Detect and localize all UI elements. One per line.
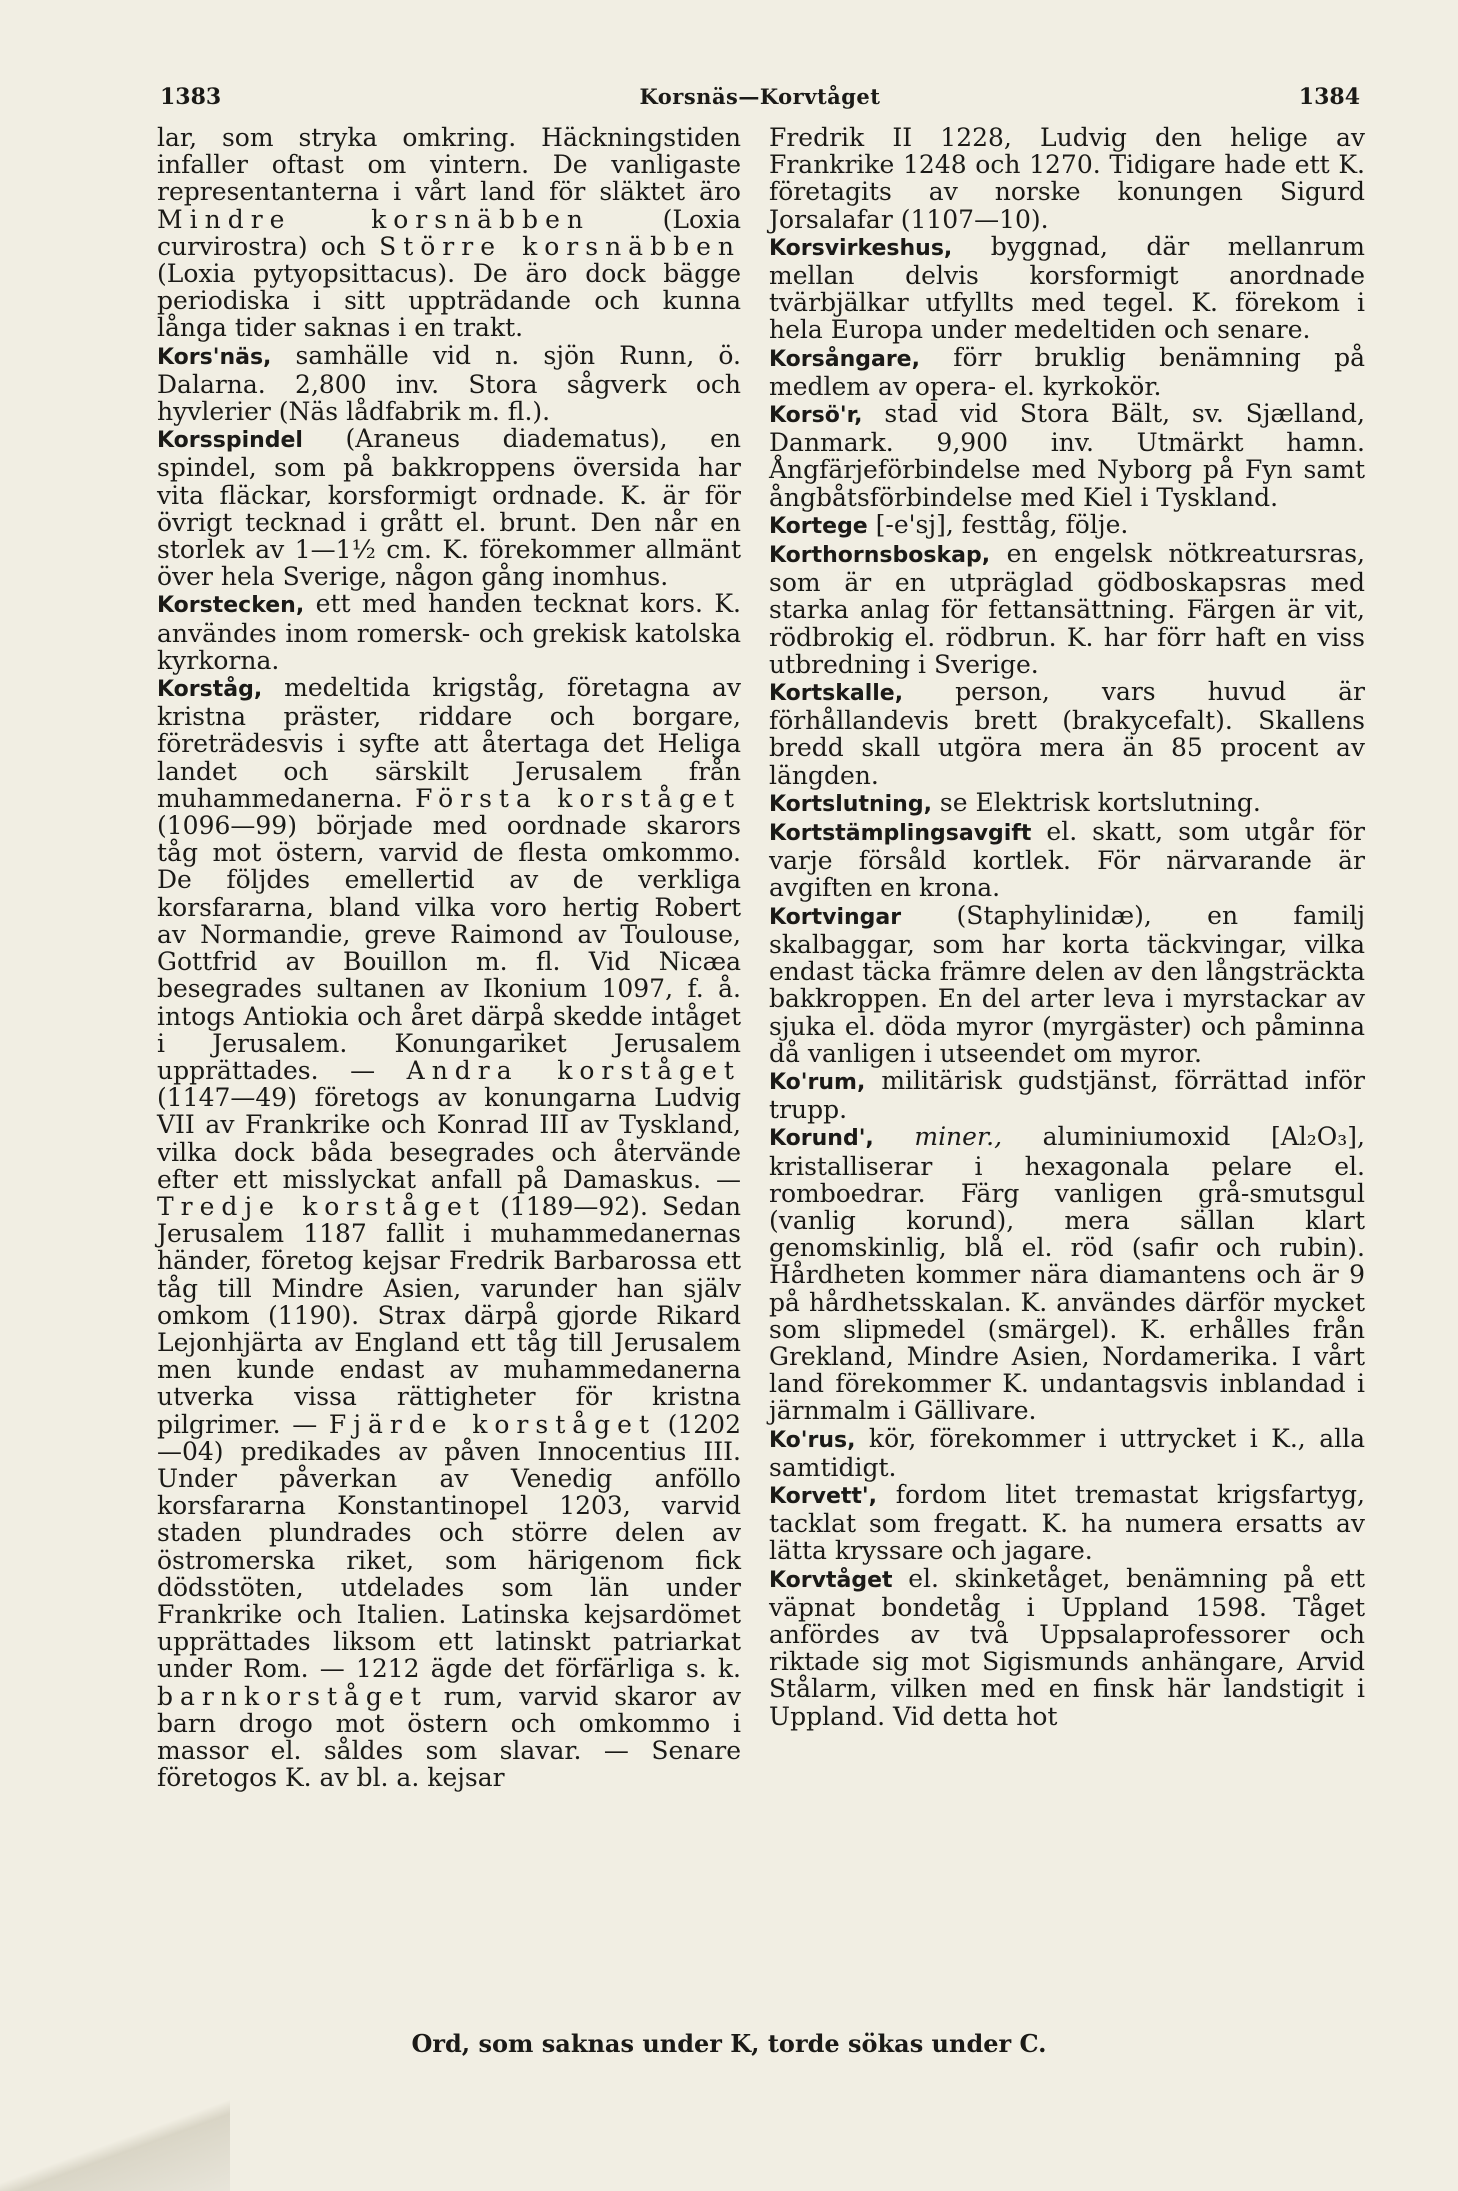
entry-text: (1147—49) företogs av konungarna Ludvig VII av Frankrike och Konrad III av Tyskland, vilka dock båda besegrades och återvände efter ett misslyckat anfall på Damaskus. —: [157, 1083, 741, 1194]
entry-text: militärisk gudstjänst, förrättad inför trupp.: [769, 1065, 1365, 1125]
entry-headword: Kortvingar: [769, 904, 902, 930]
entry-headword: Korsångare,: [769, 346, 920, 372]
dictionary-entry: [769, 1481, 1365, 1565]
entry-headword: Korthornsboskap,: [769, 543, 991, 569]
spaced-emphasis: Andra korståget: [406, 1055, 741, 1085]
entry-text: byggnad, där mellanrum mellan delvis korsformigt anordnade tvärbjälkar utfyllts med tegel. K. förekom i hela Europa under medeltiden och senare.: [769, 231, 1365, 345]
entry-headword: Korvtåget: [769, 1567, 893, 1593]
entry-text: Fredrik II 1228, Ludvig den helige av Frankrike 1248 och 1270. Tidigare hade ett K. företagits av norske konungen Sigurd Jorsalafar (1107—10).: [769, 123, 1365, 234]
entry-text: el. skinketåget, benämning på ett väpnat bondetåg i Uppland 1598. Tåget anfördes av två Uppsalaprofessorer och riktade sig mot Sigismunds anhängare, Arvid Stålarm, vilken med en finsk här landstigit i Uppland. Vid detta hot: [769, 1563, 1365, 1731]
entry-text: se Elektrisk kortslutning.: [931, 787, 1261, 817]
entry-headword: Korsö'r,: [769, 403, 863, 429]
dictionary-entry: [157, 674, 741, 1791]
dictionary-entry: [769, 1425, 1365, 1481]
running-title: Korsnäs—Korvtåget: [639, 84, 881, 109]
entry-text: (1189—92). Sedan Jerusalem 1187 fallit i muhammedanernas händer, företog kejsar Fredrik Barbarossa ett tåg till Mindre Asien, varunder han själv omkom (1190). Strax därpå gjorde Rikard Lejonhjärta av England ett tåg till Jerusalem men kunde endast av muhammedanerna utverka vissa rättigheter för kristna pilgrimer. —: [157, 1191, 741, 1439]
entry-text: aluminiumoxid [Al₂O₃], kristalliserar i hexagonala pelare el. romboedrar. Färg vanligen grå-smutsgul (vanlig korund), mera sällan klart genomskinlig, blå el. röd (safir och rubin). Hårdheten kommer nära diamantens och är 9 på hårdhetsskalan. K. användes därför mycket som slipmedel (smärgel). K. erhålles från Grekland, Mindre Asien, Nordamerika. I vårt land förekommer K. undantagsvis inblandad i järnmalm i Gällivare.: [769, 1122, 1365, 1426]
dictionary-entry: [769, 789, 1365, 818]
entry-text: el. skatt, som utgår för varje försåld kortlek. För närvarande är avgiften en krona.: [769, 817, 1365, 903]
spaced-emphasis: Större korsnäbben: [379, 231, 741, 261]
entry-headword: Korsspindel: [157, 428, 303, 454]
dictionary-entry: [769, 511, 1365, 540]
entry-headword: Ko'rus,: [769, 1427, 856, 1453]
dictionary-entry: [769, 540, 1365, 678]
entry-text: medeltida krigståg, företagna av kristna präster, riddare och borgare, företrädesvis i syfte att återtaga det Heliga landet och särskilt Jerusalem från muhammedanerna.: [157, 673, 741, 813]
spaced-emphasis: Första korståget: [415, 783, 741, 813]
left-column: [157, 124, 741, 1791]
spaced-emphasis: Fjärde korståget: [328, 1409, 656, 1439]
dictionary-entry: [769, 1067, 1365, 1123]
entry-headword: Kortstämplingsavgift: [769, 821, 1032, 847]
entry-text: förr bruklig benämning på medlem av opera- el. kyrkokör.: [769, 342, 1365, 401]
italic-abbreviation: miner.,: [914, 1122, 1003, 1152]
right-page-number: 1384: [1298, 84, 1360, 110]
entry-headword: Kors'näs,: [157, 344, 272, 370]
dictionary-entry: [769, 1123, 1365, 1424]
page-fold-shadow: [0, 2071, 230, 2191]
entry-text: kör, förekommer i uttrycket i K., alla samtidigt.: [769, 1423, 1365, 1482]
entry-headword: Korstecken,: [157, 593, 305, 619]
entry-headword: Ko'rum,: [769, 1069, 866, 1095]
dictionary-entry: [769, 233, 1365, 344]
entry-headword: Korvett',: [769, 1483, 878, 1509]
footer-note: Ord, som saknas under K, torde sökas under C.: [411, 2029, 1047, 2058]
entry-text: stad vid Stora Bält, sv. Sjælland, Danmark. 9,900 inv. Utmärkt hamn. Ångfärjeförbindelse med Nyborg på Fyn samt ångbåtsförbindelse med Kiel i Tyskland.: [769, 399, 1365, 512]
entry-text: fordom litet tremastat krigsfartyg, tacklat som fregatt. K. ha numera ersatts av lätta kryssare och jagare.: [769, 1479, 1365, 1566]
entry-text: rum, varvid skaror av barn drogo mot östern och omkommo i massor el. såldes som slavar. — Senare företogos K. av bl. a. kejsar: [157, 1681, 741, 1793]
entry-text: (Loxia curvirostra) och: [157, 204, 742, 261]
entry-text: ett med handen tecknat kors. K. användes inom romersk- och grekisk katolska kyrkorna.: [157, 589, 741, 675]
entry-text: lar, som stryka omkring. Häckningstiden infaller oftast om vintern. De vanligaste representanterna i vårt land för släktet äro: [157, 123, 741, 207]
entry-text: person, vars huvud är förhållandevis brett (brakycefalt). Skallens bredd skall utgöra mera än 85 procent av längden.: [769, 677, 1365, 790]
entry-headword: Korsvirkeshus,: [769, 235, 953, 261]
dictionary-entry: [769, 1565, 1365, 1730]
dictionary-entry: [157, 342, 741, 426]
entry-headword: Kortege: [769, 513, 868, 539]
entry-headword: Kortskalle,: [769, 681, 904, 707]
entry-headword: Korund',: [769, 1126, 874, 1152]
dictionary-entry: [769, 344, 1365, 400]
dictionary-entry: [769, 400, 1365, 511]
entry-headword: Korståg,: [157, 677, 263, 703]
dictionary-entry: [157, 124, 741, 342]
dictionary-entry: [769, 902, 1365, 1067]
page-header: [160, 84, 1360, 114]
left-page-number: 1383: [160, 84, 222, 110]
entry-text: (Loxia pytyopsittacus). De äro dock bägge periodiska i sitt uppträdande och kunna långa tider saknas i en trakt.: [157, 259, 741, 343]
spaced-emphasis: Tredje korståget: [157, 1191, 486, 1221]
dictionary-entry: [769, 124, 1365, 233]
entry-headword: Kortslutning,: [769, 791, 932, 817]
dictionary-entry: [769, 818, 1365, 902]
entry-text: [-e'sj], festtåg, följe.: [867, 509, 1129, 539]
entry-text: (Araneus diadematus), en spindel, som på bakkroppens översida har vita fläckar, korsformigt ordnade. K. är för övrigt tecknad i grått el. brunt. Den når en storlek av 1—1½ cm. K. förekommer allmänt över hela Sverige, någon gång inomhus.: [157, 424, 741, 592]
spaced-emphasis: Mindre korsnäbben: [157, 204, 590, 234]
entry-text: (Staphylinidæ), en familj skalbaggar, som har korta täckvingar, vilka endast täcka främre delen av den långsträckta bakkroppen. En del arter leva i myrstackar av sjuka el. döda myror (myrgäster) och påminna då vanligen i utseendet om myror.: [769, 900, 1365, 1068]
dictionary-entry: [157, 425, 741, 590]
entry-text: samhälle vid n. sjön Runn, ö. Dalarna. 2,800 inv. Stora sågverk och hyvlerier (Näs lådfabrik m. fl.).: [157, 340, 741, 427]
spaced-emphasis: barnkorståget: [157, 1681, 428, 1711]
right-column: [769, 124, 1365, 1730]
entry-text: [874, 1122, 915, 1151]
dictionary-entry: [157, 590, 741, 674]
entry-text: (1202—04) predikades av påven Innocentius III. Under påverkan av Venedig anföllo korsfararna Konstantinopel 1203, varvid staden plundrades och större delen av östromerska riket, som härigenom fick dödsstöten, utdelades som län under Frankrike och Italien. Latinska kejsardömet upprättades liksom ett latinskt patriarkat under Rom. — 1212 ägde det förfärliga s. k.: [157, 1409, 741, 1684]
entry-text: en engelsk nötkreatursras, som är en utpräglad gödboskapsras med starka anlag för fettansättning. Färgen är vit, rödbrokig el. rödbrun. K. har förr haft en viss utbredning i Sverige.: [769, 539, 1365, 679]
entry-text: (1096—99) började med oordnade skarors tåg mot östern, varvid de flesta omkommo. De följdes emellertid av de verkliga korsfararna, bland vilka voro hertig Robert av Normandie, greve Raimond av Toulouse, Gottfrid av Bouillon m. fl. Vid Nicæa besegrades sultanen av Ikonium 1097, f. å. intogs Antiokia och året därpå skedde intåget i Jerusalem. Konungariket Jerusalem upprättades. —: [157, 811, 741, 1085]
dictionary-entry: [769, 678, 1365, 789]
